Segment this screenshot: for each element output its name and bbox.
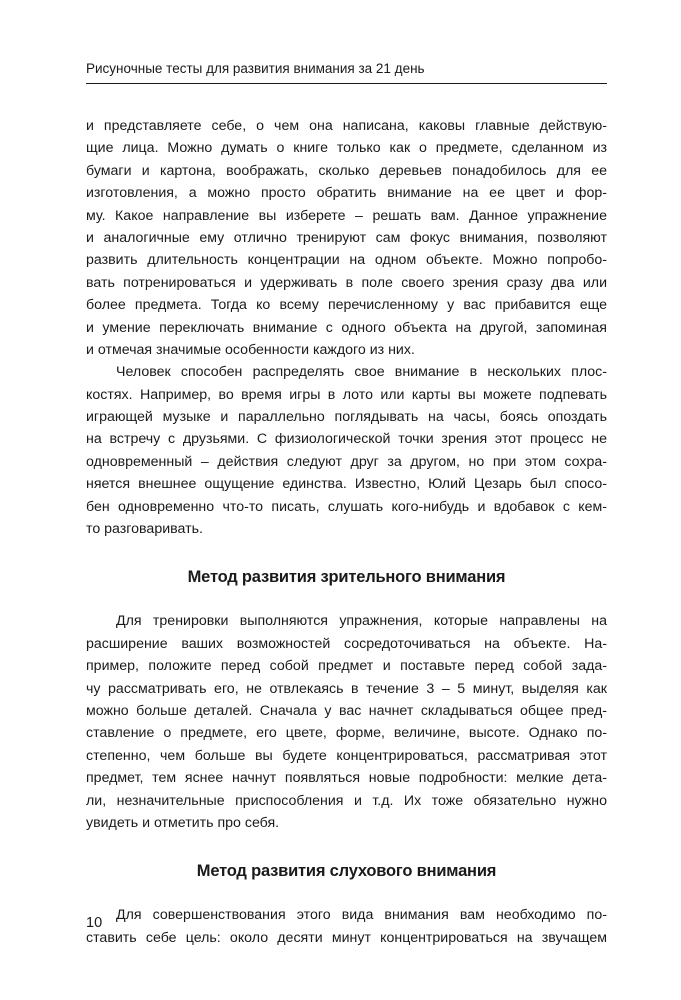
running-header	[86, 60, 607, 84]
text-line: му. Какое направление вы изберете – решать вам. Данное упражнение	[86, 207, 607, 224]
text-line: пример, положите перед собой предмет и поставьте перед собой зада-	[86, 658, 607, 675]
section-heading-auditory-attention: Метод развития слухового внимания	[196, 862, 497, 881]
text-line: на встречу с друзьями. С физиологической точки зрения этот процесс не	[86, 431, 607, 448]
text-line: Человек способен распределять свое внимание в нескольких плос-	[116, 364, 607, 381]
text-line: предмет, тем яснее начнут появляться новые подробности: мелкие дета-	[86, 770, 607, 787]
text-line: то разговаривать.	[86, 521, 203, 538]
text-line: Для тренировки выполняются упражнения, которые направлены на	[116, 613, 607, 630]
text-line: можно больше деталей. Сначала у вас начнет складываться общее пред-	[86, 702, 607, 719]
text-line: увидеть и отметить про себя.	[86, 814, 280, 831]
text-line: развить длительность концентрации на одном объекте. Можно попробо-	[86, 252, 607, 269]
text-line: ставить себе цель: около десяти минут концентрироваться на звучащем	[86, 929, 607, 946]
text-line: чу рассматривать его, не отвлекаясь в течение 3 – 5 минут, выделяя как	[86, 680, 607, 697]
text-line: и отмечая значимые особенности каждого из них.	[86, 341, 415, 358]
text-line: расширение ваших возможностей сосредоточиваться на объекте. На-	[86, 635, 607, 652]
text-line: и умение переключать внимание с одного объекта на другой, запоминая	[86, 319, 607, 336]
text-line: бумаги и картона, воображать, сколько деревьев понадобилось для ее	[86, 162, 607, 179]
text-line: и аналогичные ему отлично тренируют сам фокус внимания, позволяют	[86, 229, 607, 246]
text-line: няется внешнее ощущение единства. Известно, Юлий Цезарь был спосо-	[86, 476, 607, 493]
paragraph-4	[86, 904, 607, 949]
text-line: и представляете себе, о чем она написана, каковы главные действую-	[86, 118, 607, 134]
text-line: более предмета. Тогда ко всему перечисленному у вас прибавится еще	[86, 297, 607, 314]
section-heading-visual-attention: Метод развития зрительного внимания	[187, 568, 506, 587]
text-line: вать потренироваться и удерживать в поле своего зрения сразу два или	[86, 274, 607, 291]
text-line: ставление о предмете, его цвете, форме, величине, высоте. Однако по-	[86, 725, 607, 742]
paragraph-3	[86, 610, 607, 834]
text-line: одновременный – действия следуют друг за другом, но при этом сохра-	[86, 453, 607, 470]
text-line: Для совершенствования этого вида внимания вам необходимо по-	[116, 907, 607, 924]
page-number: 10	[86, 915, 103, 931]
text-line: бен одновременно что-то писать, слушать кого-нибудь и вдобавок с кем-	[86, 498, 607, 515]
text-line: изготовления, а можно просто обратить внимание на ее цвет и фор-	[86, 185, 607, 202]
page-body	[86, 115, 607, 949]
text-line: играющей музыке и параллельно поглядывать на часы, боясь опоздать	[86, 409, 607, 426]
paragraph-1	[86, 115, 607, 361]
paragraph-2	[86, 361, 607, 540]
text-line: степенно, чем больше вы будете концентрироваться, рассматривая этот	[86, 747, 607, 764]
text-line: ли, незначительные приспособления и т.д. Их тоже обязательно нужно	[86, 792, 607, 809]
text-line: щие лица. Можно думать о книге только как о предмете, сделанном из	[86, 140, 607, 157]
text-line: костях. Например, во время игры в лото или карты вы можете подпевать	[86, 386, 607, 403]
running-header-title: Рисуночные тесты для развития внимания за 21 день	[86, 61, 425, 76]
